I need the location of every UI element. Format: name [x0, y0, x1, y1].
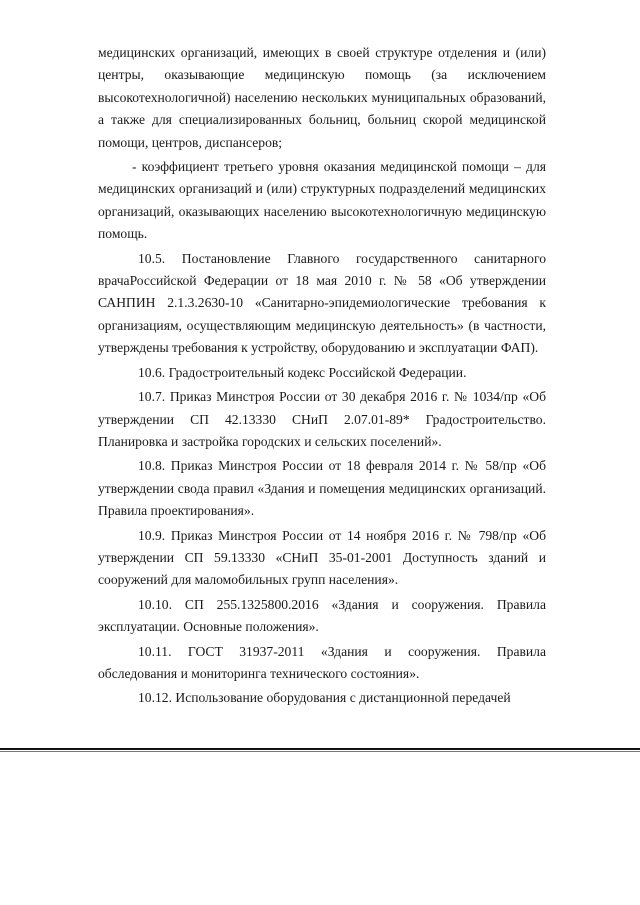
document-body	[98, 42, 546, 712]
paragraph-10-8: 10.8. Приказ Минстроя России от 18 февраля 2014 г. № 58/пр «Об утверждении свода правил «Здания и помещения медицинских организаций. Правила проектирования».	[98, 458, 546, 519]
scan-edge-line	[0, 748, 640, 750]
paragraph-continuation: медицинских организаций, имеющих в своей структуре отделения и (или) центры, оказывающие медицинскую помощь (за исключением высокотехнологичной) населению нескольких муниципальных образований, а также для специализированных больниц, больниц скорой медицинской помощи, центров, диспансеров;	[98, 45, 546, 150]
paragraph-10-11: 10.11. ГОСТ 31937-2011 «Здания и сооружения. Правила обследования и мониторинга технического состояния».	[98, 643, 546, 681]
paragraph-10-12: 10.12. Использование оборудования с дистанционной передачей	[138, 690, 511, 706]
paragraph-third-level-coefficient: - коэффициент третьего уровня оказания медицинской помощи – для медицинских организаций и (или) структурных подразделений медицинских организаций, оказывающих населению высокотехнологичную медицинскую помощь.	[98, 159, 546, 242]
paragraph-10-10: 10.10. СП 255.1325800.2016 «Здания и сооружения. Правила эксплуатации. Основные положения».	[98, 596, 546, 635]
paragraph-10-7: 10.7. Приказ Минстроя России от 30 декабря 2016 г. № 1034/пр «Об утверждении СП 42.13330 СНиП 2.07.01-89* Градостроительство. Планировка и застройка городских и сельских поселений».	[98, 389, 546, 449]
paragraph-10-9: 10.9. Приказ Минстроя России от 14 ноября 2016 г. № 798/пр «Об утверждении СП 59.13330 «СНиП 35-01-2001 Доступность зданий и сооружений для маломобильных групп населения».	[98, 527, 546, 588]
paragraph-10-5: 10.5. Постановление Главного государственного санитарного врачаРоссийской Федерации от 18 мая 2010 г. № 58 «Об утверждении САНПИН 2.1.3.2630-10 «Санитарно-эпидемиологические требования к организациям, осуществляющим медицинскую деятельность» (в частности, утверждены требования к устройству, оборудованию и эксплуатации ФАП).	[98, 250, 546, 356]
paragraph-10-6: 10.6. Градостроительный кодекс Российской Федерации.	[138, 364, 467, 380]
scan-edge-shadow-line	[0, 751, 640, 752]
